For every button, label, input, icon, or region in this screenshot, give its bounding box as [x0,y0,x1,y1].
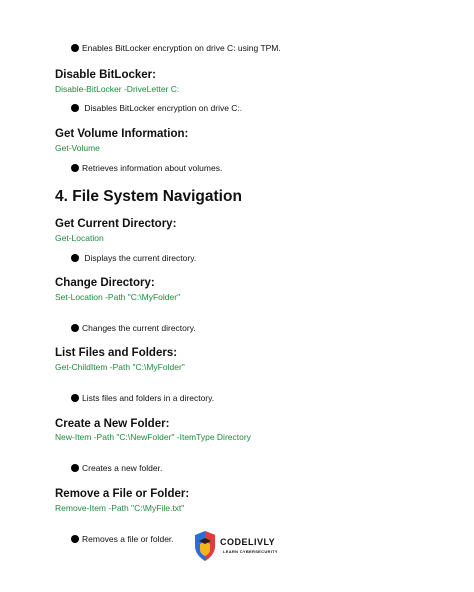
list-item [71,43,281,54]
bullet-text: Retrieves information about volumes. [82,163,223,173]
code-disable-bitlocker: Disable-BitLocker -DriveLetter C: [55,84,180,94]
bullet-text: Lists files and folders in a directory. [82,393,215,403]
code-remove-item: Remove-Item -Path "C:\MyFile.txt" [55,503,185,513]
list-item [71,393,214,404]
shield-icon [193,530,217,562]
bullet-icon [71,104,79,112]
bullet-text: Removes a file or folder. [82,534,174,544]
heading-volume-info: Get Volume Information: [55,128,189,140]
list-item [71,163,222,174]
heading-list-files: List Files and Folders: [55,347,178,359]
section-title: 4. File System Navigation [55,188,242,205]
code-volume-info: Get-Volume [55,143,100,153]
heading-remove-item: Remove a File or Folder: [55,488,190,500]
bullet-text: Creates a new folder. [82,463,163,473]
code-list-files: Get-ChildItem -Path "C:\MyFolder" [55,362,185,372]
bullet-icon [71,164,79,172]
bullet-icon [71,44,79,52]
list-item [71,253,196,264]
logo-name: CODELIVLY [220,537,276,547]
bullet-icon [71,394,79,402]
list-item [71,463,162,474]
bullet-text: Changes the current directory. [82,323,196,333]
code-new-folder: New-Item -Path "C:\NewFolder" -ItemType Directory [55,432,251,442]
bullet-icon [71,254,79,262]
bullet-text: Disables BitLocker encryption on drive C:. [84,103,243,113]
list-item [71,534,174,545]
heading-get-directory: Get Current Directory: [55,218,177,230]
heading-disable-bitlocker: Disable BitLocker: [55,69,156,81]
code-change-directory: Set-Location -Path "C:\MyFolder" [55,292,181,302]
heading-change-directory: Change Directory: [55,277,155,289]
bullet-text: Enables BitLocker encryption on drive C: using TPM. [82,43,281,53]
code-get-directory: Get-Location [55,233,104,243]
list-item [71,323,196,334]
list-item [71,103,242,114]
bullet-icon [71,535,79,543]
bullet-text: Displays the current directory. [84,253,197,263]
bullet-icon [71,464,79,472]
logo-tagline: LEARN CYBERSECURITY [223,549,278,554]
heading-new-folder: Create a New Folder: [55,418,170,430]
logo [193,530,283,566]
bullet-icon [71,324,79,332]
